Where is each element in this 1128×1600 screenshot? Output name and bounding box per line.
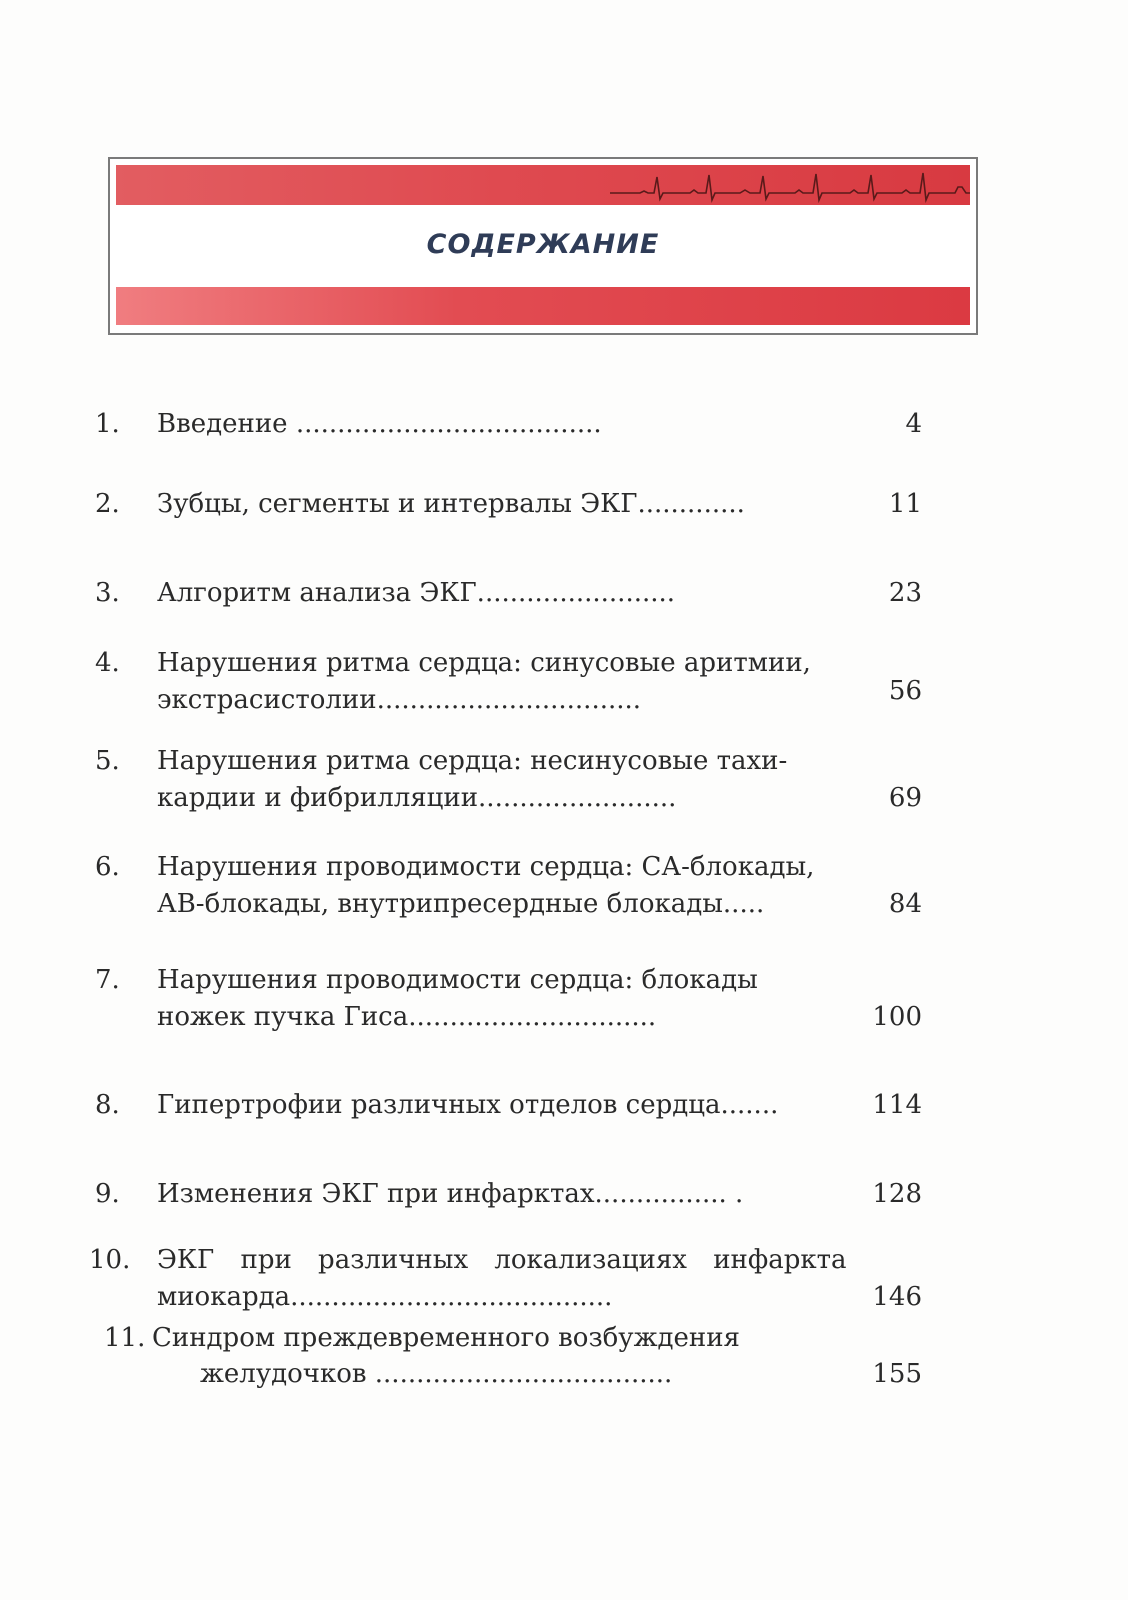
toc-page: 23 [888,578,922,608]
toc-title: Нарушения ритма сердца: синусовые аритмии, [157,648,811,678]
toc-title-continued: экстрасистолии................................ [157,685,642,715]
toc-title: Зубцы, сегменты и интервалы ЭКГ............. [157,489,745,519]
toc-number: 1. [95,409,120,439]
toc-title: ЭКГ при различных локализациях инфаркта [157,1245,847,1275]
toc-title: Введение ..................................... [157,409,602,439]
toc-number: 5. [95,746,120,776]
toc-page: 11 [888,489,922,519]
page-title: СОДЕРЖАНИЕ [426,229,660,260]
toc-number: 10. [89,1245,131,1275]
toc-page: 114 [872,1090,922,1120]
contents-header-box [108,157,978,335]
toc-page: 100 [872,1002,922,1032]
toc-title-continued: ножек пучка Гиса.............................. [157,1002,657,1032]
toc-title: Нарушения проводимости сердца: СА-блокады, [157,852,815,882]
toc-page: 69 [888,783,922,813]
toc-number: 4. [95,648,120,678]
toc-title: Нарушения ритма сердца: несинусовые тахи- [157,746,788,776]
toc-title-continued: миокарда....................................... [157,1282,613,1312]
ecg-band-top [116,165,970,205]
toc-title: Гипертрофии различных отделов сердца....... [157,1090,779,1120]
toc-title: Синдром преждевременного возбуждения [152,1323,740,1353]
toc-page: 155 [872,1359,922,1389]
toc-number: 11. [104,1323,146,1353]
ecg-trace-icon [610,165,970,205]
toc-page: 56 [888,676,922,706]
toc-number: 8. [95,1090,120,1120]
toc-number: 7. [95,965,120,995]
toc-title: Нарушения проводимости сердца: блокады [157,965,758,995]
red-band-bottom [116,287,970,325]
toc-number: 9. [95,1179,120,1209]
toc-number: 3. [95,578,120,608]
toc-number: 2. [95,489,120,519]
toc-title-continued: желудочков .................................... [200,1359,673,1389]
toc-page: 84 [888,889,922,919]
toc-page: 146 [872,1282,922,1312]
toc-title: Алгоритм анализа ЭКГ........................ [157,578,676,608]
toc-number: 6. [95,852,120,882]
toc-title: Изменения ЭКГ при инфарктах................ . [157,1179,744,1209]
toc-title-continued: кардии и фибрилляции........................ [157,783,677,813]
toc-page: 128 [872,1179,922,1209]
toc-page: 4 [905,409,922,439]
toc-title-continued: АВ-блокады, внутрипресердные блокады..... [157,889,765,919]
